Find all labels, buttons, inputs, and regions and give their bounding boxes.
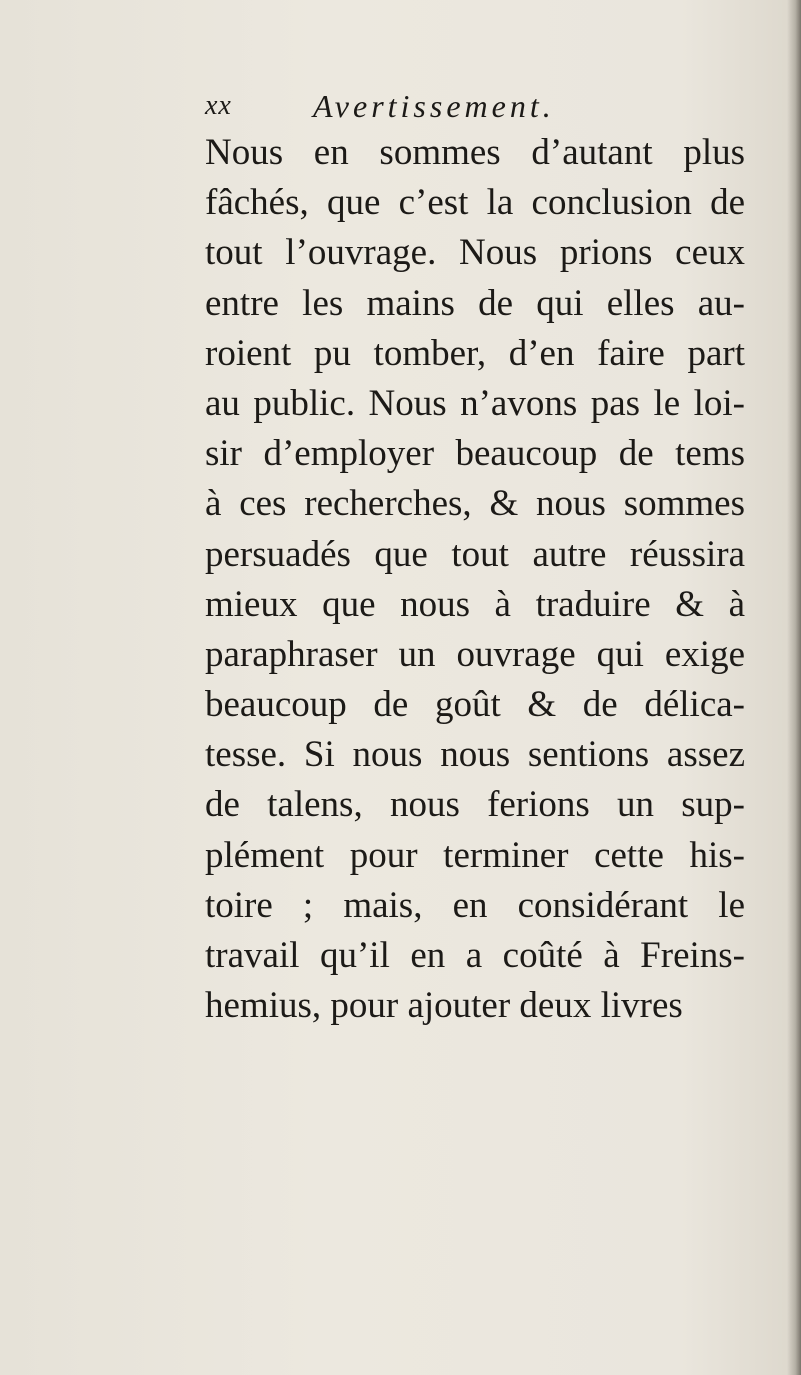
page-header xyxy=(205,88,725,132)
text-line: hemius, pour ajouter deux livres xyxy=(205,985,683,1027)
text-line: paraphraser un ouvrage qui exige xyxy=(205,633,745,675)
text-line: travail qu’il en a coûté à Freins- xyxy=(205,935,745,976)
text-line: beaucoup de goût & de délica- xyxy=(205,684,745,726)
text-line: de talens, nous ferions un sup- xyxy=(205,784,745,826)
text-line: Nous en sommes d’autant plus xyxy=(205,132,745,173)
text-line: fâchés, que c’est la conclusion de xyxy=(205,182,745,224)
text-line: tesse. Si nous nous sentions assez xyxy=(205,734,745,776)
text-line: sir d’employer beaucoup de tems xyxy=(205,433,745,475)
text-line: à ces recherches, & nous sommes xyxy=(205,483,745,525)
body-text xyxy=(205,128,745,1031)
text-line: au public. Nous n’avons pas le loi- xyxy=(205,382,745,424)
text-line: entre les mains de qui elles au- xyxy=(205,282,745,324)
running-title: Avertissement. xyxy=(313,88,555,124)
text-line: tout l’ouvrage. Nous prions ceux xyxy=(205,232,745,274)
page-edge-shadow xyxy=(787,0,801,1375)
text-line: mieux que nous à traduire & à xyxy=(205,583,745,625)
text-line: plément pour terminer cette his- xyxy=(205,834,745,876)
text-line: toire ; mais, en considérant le xyxy=(205,884,745,926)
page-number: xx xyxy=(205,90,232,121)
text-line: persuadés que tout autre réussira xyxy=(205,533,745,575)
text-line: roient pu tomber, d’en faire part xyxy=(205,332,745,374)
